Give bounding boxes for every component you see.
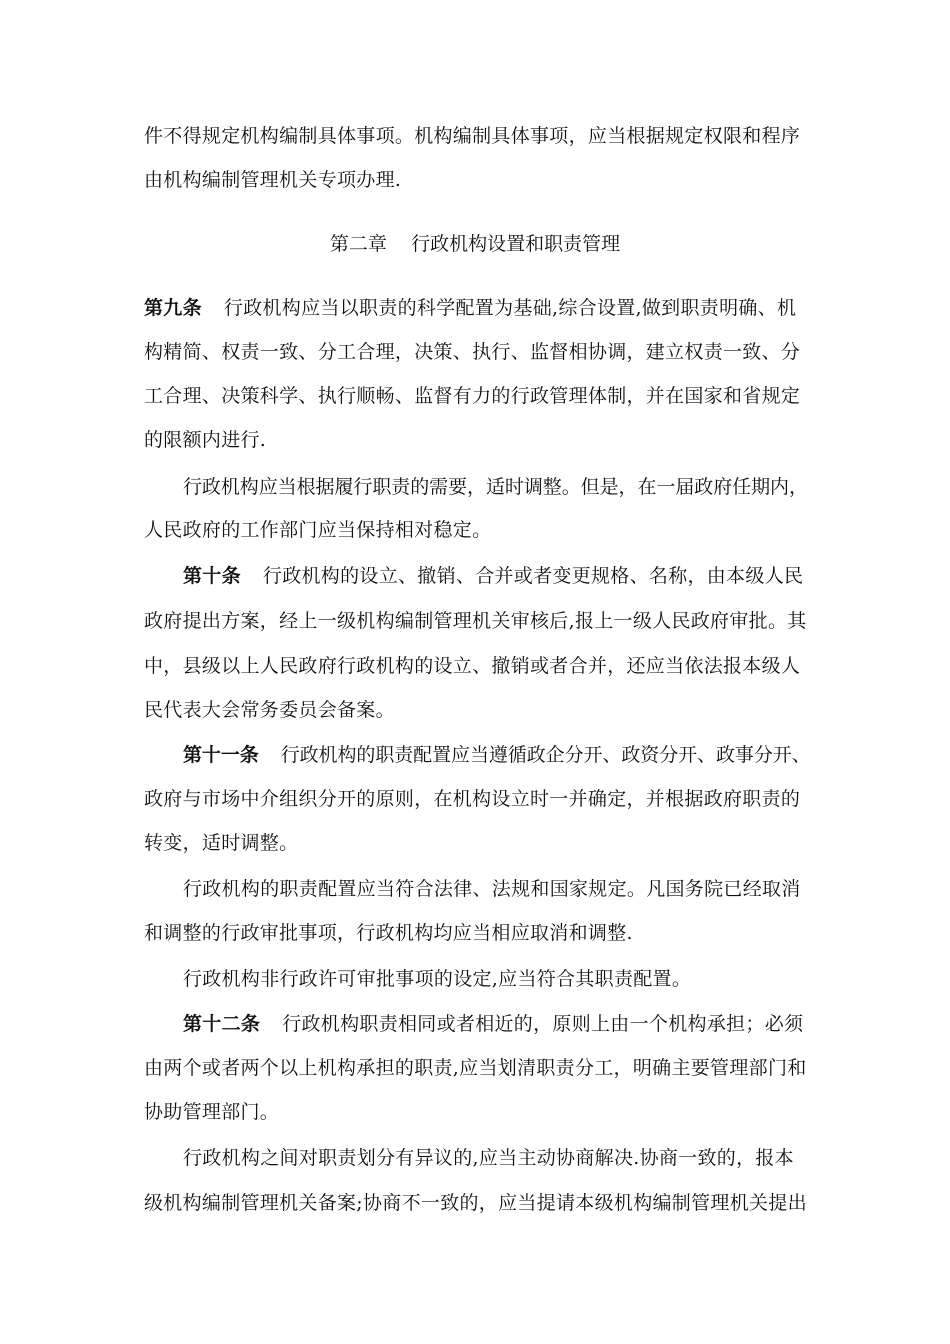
body-line: 民代表大会常务委员会备案。 <box>144 699 395 721</box>
body-line: 政府与市场中介组织分开的原则，在机构设立时一并确定，并根据政府职责的 <box>144 788 801 810</box>
article-text: 行政机构应当以职责的科学配置为基础,综合设置,做到职责明确、机 <box>223 297 797 319</box>
chapter-heading: 第二章 行政机构设置和职责管理 <box>329 233 621 255</box>
body-line: 行政机构应当根据履行职责的需要，适时调整。但是，在一届政府任期内， <box>183 476 808 498</box>
article-11-first-line <box>183 742 811 768</box>
article-label: 第十条 <box>183 565 241 587</box>
article-12-first-line <box>183 1011 803 1037</box>
article-text: 行政机构职责相同或者相近的，原则上由一个机构承担；必须 <box>282 1013 804 1035</box>
body-line: 和调整的行政审批事项，行政机构均应当相应取消和调整. <box>144 922 633 944</box>
article-9-first-line <box>144 295 796 321</box>
body-line: 政府提出方案，经上一级机构编制管理机关审核后,报上一级人民政府审批。其 <box>144 610 807 632</box>
body-line: 人民政府的工作部门应当保持相对稳定。 <box>144 519 492 541</box>
body-line: 行政机构的职责配置应当符合法律、法规和国家规定。凡国务院已经取消 <box>183 878 801 900</box>
body-line: 行政机构之间对职责划分有异议的,应当主动协商解决.协商一致的，报本 <box>183 1147 794 1169</box>
body-line: 中，县级以上人民政府行政机构的设立、撤销或者合并，还应当依法报本级人 <box>144 655 801 677</box>
body-line: 协助管理部门。 <box>144 1101 280 1123</box>
body-line: 由机构编制管理机关专项办理. <box>144 169 402 191</box>
article-text: 行政机构的职责配置应当遵循政企分开、政资分开、政事分开、 <box>280 744 811 766</box>
article-10-first-line <box>183 563 803 589</box>
body-line: 由两个或者两个以上机构承担的职责,应当划清职责分工，明确主要管理部门和 <box>144 1057 807 1079</box>
body-line: 构精简、权责一致、分工合理，决策、执行、监督相协调，建立权责一致、分 <box>144 341 801 363</box>
body-line: 行政机构非行政许可审批事项的设定,应当符合其职责配置。 <box>183 968 692 990</box>
article-label: 第十一条 <box>183 744 259 766</box>
body-line: 转变，适时调整。 <box>144 832 299 854</box>
body-line: 级机构编制管理机关备案;协商不一致的，应当提请本级机构编制管理机关提出 <box>144 1192 807 1214</box>
body-line: 件不得规定机构编制具体事项。机构编制具体事项，应当根据规定权限和程序 <box>144 125 801 147</box>
article-label: 第九条 <box>144 297 202 319</box>
article-label: 第十二条 <box>183 1013 261 1035</box>
body-line: 工合理、决策科学、执行顺畅、监督有力的行政管理体制，并在国家和省规定 <box>144 385 801 407</box>
article-text: 行政机构的设立、撤销、合并或者变更规格、名称，由本级人民 <box>262 565 804 587</box>
body-line: 的限额内进行. <box>144 429 267 451</box>
